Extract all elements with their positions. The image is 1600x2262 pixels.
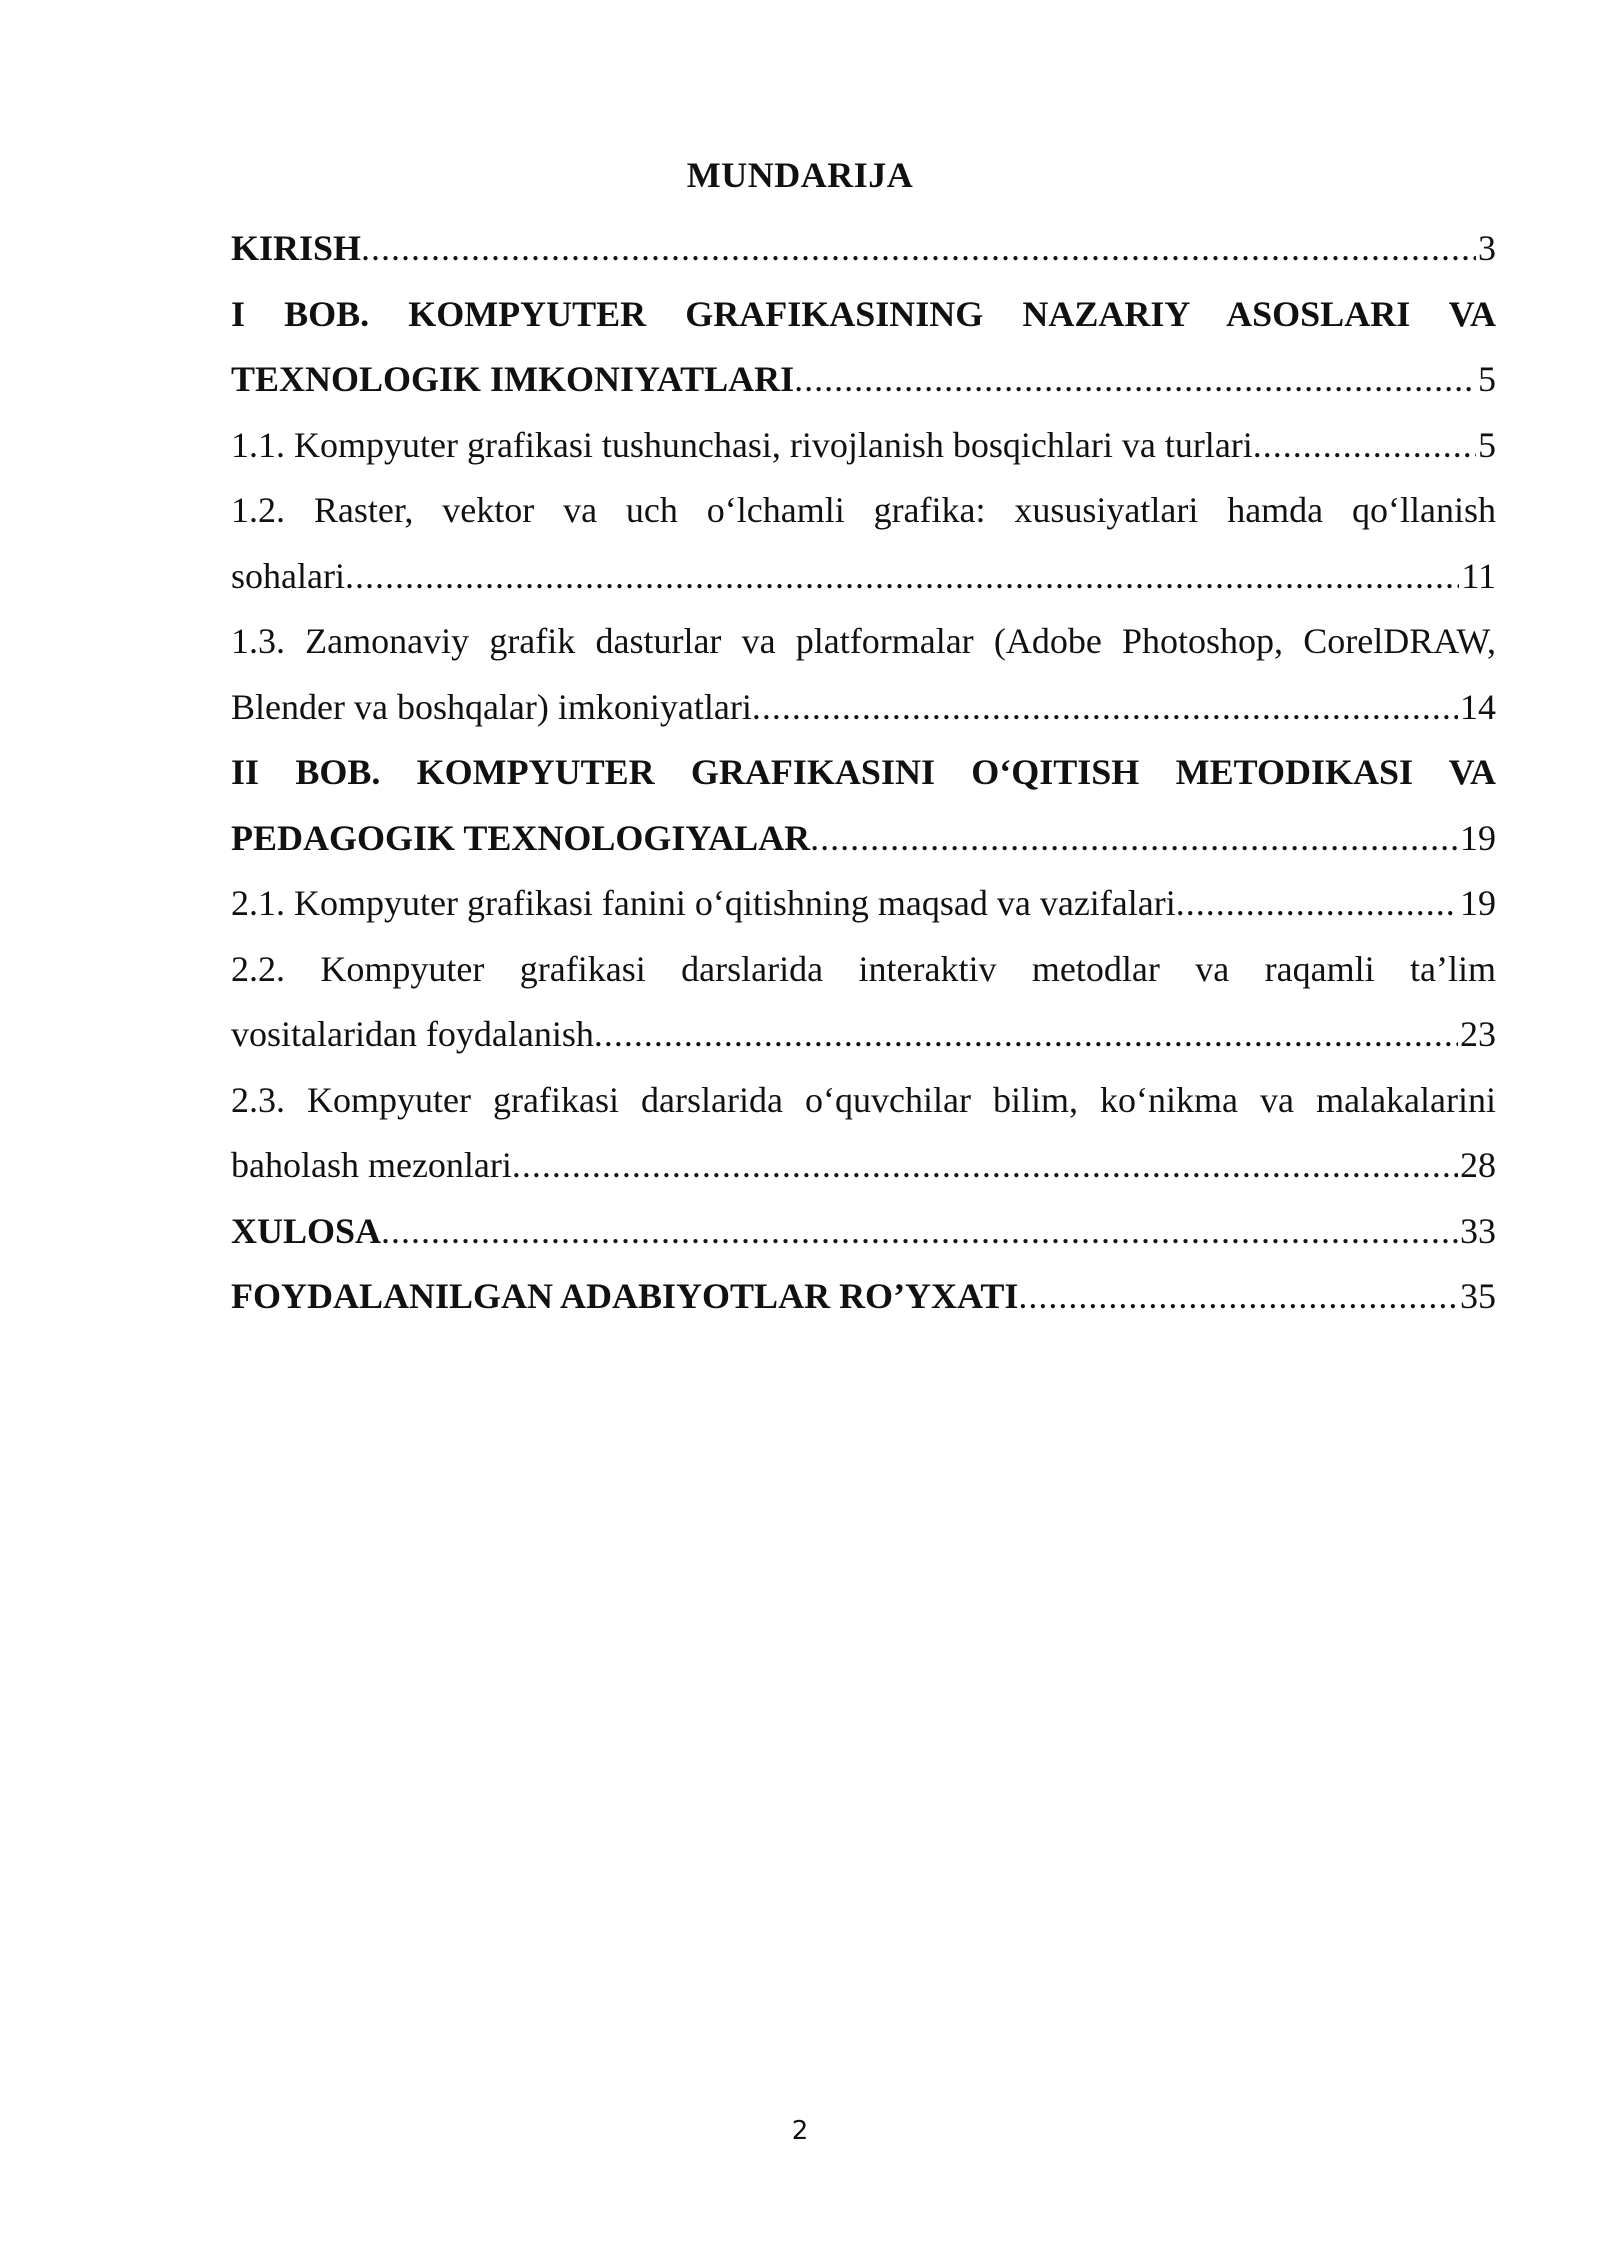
table-of-contents — [231, 216, 1496, 1330]
toc-entry-title: KIRISH — [231, 228, 362, 268]
toc-page-number: 3 — [1478, 228, 1496, 268]
toc-entry[interactable] — [231, 282, 1496, 413]
toc-page-number: 23 — [1460, 1014, 1496, 1054]
toc-entry-last-line — [231, 1133, 1496, 1199]
toc-page-number: 35 — [1460, 1276, 1496, 1316]
toc-entry-last-line — [231, 1264, 1496, 1330]
toc-page-number: 11 — [1461, 555, 1496, 596]
toc-entry[interactable] — [231, 1068, 1496, 1199]
toc-entry-line: 1.3. Zamonaviy grafik dasturlar va platformalar (Adobe Photoshop, CorelDRAW, — [231, 621, 1496, 661]
toc-page-number: 28 — [1460, 1145, 1496, 1185]
dot-leader — [1253, 413, 1476, 479]
toc-entry-line: 1.2. Raster, vektor va uch o‘lchamli grafika: xususiyatlari hamda qo‘llanish — [231, 490, 1496, 530]
toc-page-number: 33 — [1460, 1210, 1496, 1251]
toc-entry[interactable] — [231, 937, 1496, 1068]
dot-leader — [794, 347, 1476, 413]
toc-entry[interactable] — [231, 216, 1496, 282]
toc-page-number: 14 — [1460, 686, 1496, 727]
toc-entry[interactable] — [231, 1199, 1496, 1265]
toc-page-number: 19 — [1460, 883, 1496, 923]
toc-entry-last-line — [231, 347, 1496, 413]
toc-entry[interactable] — [231, 740, 1496, 871]
toc-entry-last-line — [231, 675, 1496, 741]
toc-entry-title: FOYDALANILGAN ADABIYOTLAR RO’YXATI — [231, 1276, 1019, 1316]
toc-entry-title: PEDAGOGIK TEXNOLOGIYALAR — [231, 817, 811, 858]
toc-entry-last-line — [231, 806, 1496, 872]
toc-entry-line: 2.3. Kompyuter grafikasi darslarida o‘quvchilar bilim, ko‘nikma va malakalarini — [231, 1079, 1496, 1120]
toc-entry[interactable] — [231, 609, 1496, 740]
toc-page-number: 5 — [1478, 359, 1496, 399]
toc-entry-last-line — [231, 413, 1496, 479]
toc-entry-line: I BOB. KOMPYUTER GRAFIKASINING NAZARIY ASOSLARI VA — [231, 293, 1496, 334]
dot-leader — [752, 675, 1458, 741]
toc-entry[interactable] — [231, 871, 1496, 937]
toc-entry[interactable] — [231, 1264, 1496, 1330]
toc-entry[interactable] — [231, 478, 1496, 609]
toc-entry-last-line — [231, 216, 1496, 282]
dot-leader — [1176, 871, 1458, 937]
toc-entry-title: TEXNOLOGIK IMKONIYATLARI — [231, 359, 795, 399]
toc-entry-title: 1.1. Kompyuter grafikasi tushunchasi, rivojlanish bosqichlari va turlari — [231, 424, 1253, 465]
dot-leader — [594, 1002, 1458, 1068]
toc-entry-title: Blender va boshqalar) imkoniyatlari — [231, 686, 752, 727]
toc-entry-title: vositalaridan foydalanish — [231, 1014, 594, 1054]
dot-leader — [1018, 1264, 1458, 1330]
toc-entry-title: sohalari — [231, 555, 345, 596]
dot-leader — [345, 544, 1459, 610]
toc-entry-line: 2.2. Kompyuter grafikasi darslarida interaktiv metodlar va raqamli ta’lim — [231, 948, 1496, 989]
dot-leader — [512, 1133, 1458, 1199]
toc-entry-last-line — [231, 1002, 1496, 1068]
toc-entry-title: 2.1. Kompyuter grafikasi fanini o‘qitishning maqsad va vazifalari — [231, 883, 1176, 923]
dot-leader — [810, 806, 1458, 872]
page-number: 2 — [791, 2116, 809, 2146]
toc-entry-last-line — [231, 871, 1496, 937]
toc-entry-last-line — [231, 1199, 1496, 1265]
dot-leader — [361, 216, 1476, 282]
toc-entry[interactable] — [231, 413, 1496, 479]
toc-page-number: 5 — [1478, 424, 1496, 465]
dot-leader — [381, 1199, 1458, 1265]
toc-page-number: 19 — [1460, 817, 1496, 858]
toc-heading: MUNDARIJA — [686, 155, 914, 195]
toc-entry-title: baholash mezonlari — [231, 1145, 512, 1185]
toc-entry-line: II BOB. KOMPYUTER GRAFIKASINI O‘QITISH METODIKASI VA — [231, 752, 1496, 792]
toc-entry-last-line — [231, 544, 1496, 610]
toc-entry-title: XULOSA — [231, 1210, 382, 1251]
